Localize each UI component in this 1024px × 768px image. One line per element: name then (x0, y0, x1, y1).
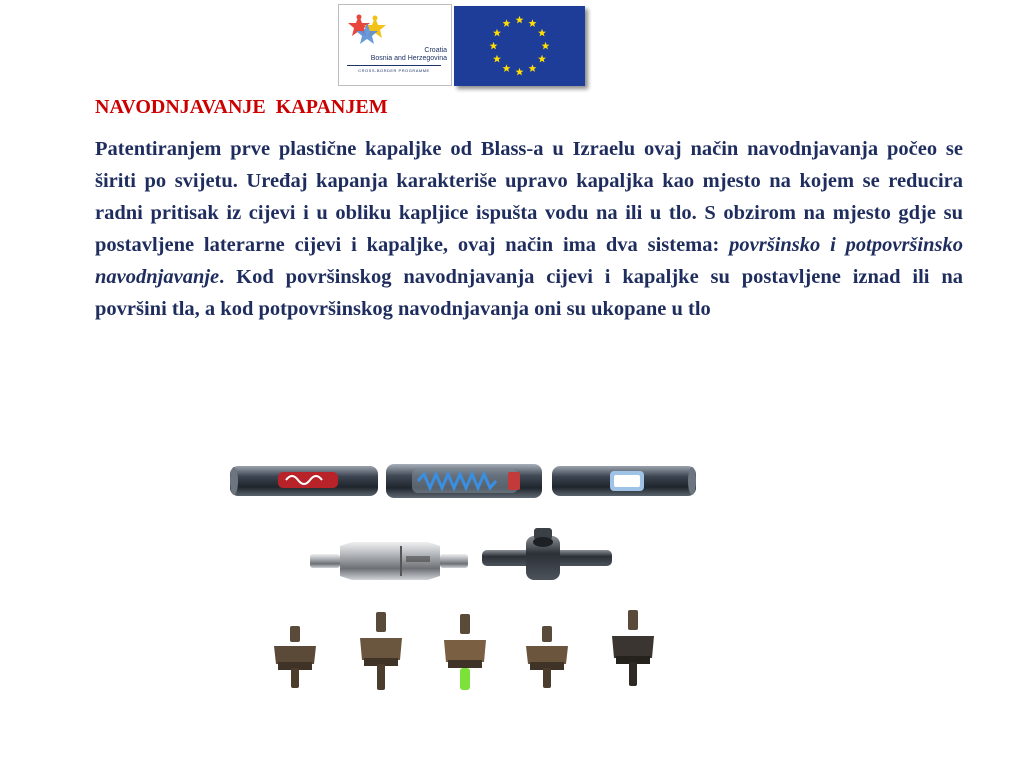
eu-star (490, 42, 498, 50)
inline-emitter-tube-left (228, 462, 380, 500)
eu-star (529, 19, 537, 27)
button-dripper-2 (356, 610, 406, 692)
cbc-line2: Bosnia and Herzegovina (370, 55, 447, 62)
cbc-line1: Croatia (424, 47, 447, 54)
eu-star (542, 42, 550, 50)
eu-flag-icon (454, 6, 585, 86)
cbc-divider (347, 65, 441, 66)
eu-star (493, 55, 501, 63)
eu-star (529, 64, 537, 72)
eu-star (503, 19, 511, 27)
logo-bar (338, 4, 588, 88)
body-paragraph (95, 133, 963, 325)
paragraph-part2: . Kod površinskog navodnjavanja cijevi i kapaljke su postavljene iznad ili na površini tla, a kod potpovršinskog navodnjavanja oni su ukopane u tlo (95, 266, 963, 320)
cbc-programme-logo (338, 4, 452, 86)
inline-emitter-tube-right (550, 462, 698, 500)
button-dripper-4 (522, 624, 572, 690)
button-dripper-1 (270, 624, 320, 690)
eu-star (538, 55, 546, 63)
button-dripper-5 (608, 608, 658, 688)
eu-star (516, 16, 524, 24)
eu-star (538, 29, 546, 37)
cbc-programme-label: CROSS-BORDER PROGRAMME (358, 68, 430, 73)
paragraph-part1: Patentiranjem prve plastične kapaljke od Blass-a u Izraelu ovaj način navodnjavanja počeo se širiti po svijetu. Uređaj kapanja karakteriše upravo kapaljka kao mjesto na kojem se reducira radni pritisak iz cijevi i u obliku kapljice ispušta vodu na ili u tlo. S obzirom na mjesto gdje su postavljene laterarne cijevi i kapaljke, ovaj način ima dva sistema: (95, 138, 963, 256)
inline-silver-emitter (308, 538, 470, 584)
page-title: NAVODNJAVANJE KAPANJEM (95, 96, 388, 118)
eu-star (493, 29, 501, 37)
eu-star (516, 68, 524, 76)
button-dripper-3 (440, 612, 490, 692)
star-figures-icon (347, 13, 407, 47)
inline-emitter-tube-middle (384, 460, 544, 502)
eu-flag-logo (454, 6, 585, 86)
cbc-country-names (347, 47, 447, 63)
tee-connector (480, 528, 614, 586)
paragraph-italic: površinsko i potpovršinsko navodnjavanje (95, 234, 963, 288)
eu-star (503, 64, 511, 72)
